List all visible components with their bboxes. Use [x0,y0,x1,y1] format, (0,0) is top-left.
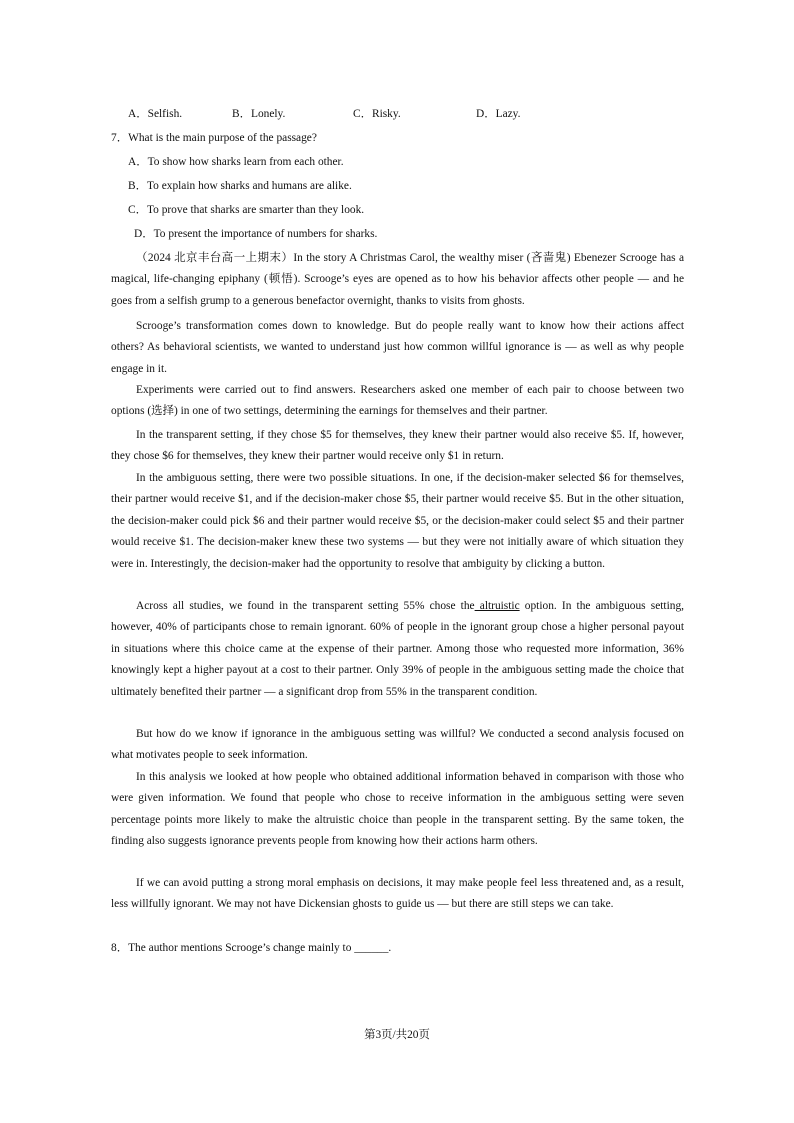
paragraph-6-text-start: Across all studies, we found in the transparent setting 55% chose the [136,600,475,612]
passage-paragraph-1: （2024 北京丰台高一上期末）In the story A Christmas Carol, the wealthy miser (吝啬鬼) Ebenezer Scrooge has a magical, life-changing epiphany (顿悟). Scrooge’s eyes are opened as to how his behavior affects other people — and he goes from a selfish grump to a generous benefactor overnight, thanks to visits from ghosts. [111,252,684,307]
option-a: A．Selfish. [128,108,183,120]
passage-paragraph-3: Experiments were carried out to find answers. Researchers asked one member of each pair to choose between two options (选择) in one of two settings, determining the earnings for themselves and their partner. [111,384,684,418]
question-7-option-c: C．To prove that sharks are smarter than they look. [128,204,365,216]
passage-paragraph-4: In the transparent setting, if they chose $5 for themselves, they knew their partner would also receive $5. If, however, they chose $6 for themselves, they knew their partner would receive only $1 in return. [111,429,684,463]
question-7-option-b: B．To explain how sharks and humans are alike. [128,180,352,192]
question-7: 7．What is the main purpose of the passage? [111,132,317,144]
underlined-word: altruistic [474,600,520,612]
passage-paragraph-7: But how do we know if ignorance in the ambiguous setting was willful? We conducted a second analysis focused on what motivates people to seek information. [111,728,684,762]
page-number-footer: 第3页/共20页 [364,1029,430,1041]
question-8: 8．The author mentions Scrooge’s change mainly to ______. [111,942,392,954]
question-7-option-a: A．To show how sharks learn from each other. [128,156,344,168]
passage-paragraph-5: In the ambiguous setting, there were two possible situations. In one, if the decision-maker selected $6 for themselves, their partner would receive $1, and if the decision-maker chose $5, their partner would receive $5. But in the other situation, the decision-maker could pick $6 and their partner would receive $5, or the decision-maker could select $5 and their partner would receive $1. The decision-maker knew these two systems — but they were not initially aware of which situation they were in. Interestingly, the decision-maker had the opportunity to resolve that ambiguity by clicking a button. [111,472,684,570]
paragraph-6-text-end: option. In the ambiguous setting, however, 40% of participants chose to remain ignorant. 60% of people in the ignorant group chose a higher personal payout in situations where this choice came at the expense of their partner. Among those who requested more information, 36% knowingly kept a higher payout at a cost to their partner. Only 39% of people in the ambiguous setting made the choice that ultimately benefited their partner — a significant drop from 55% in the transparent condition. [111,600,684,698]
option-c: C．Risky. [353,108,401,120]
passage-paragraph-9: If we can avoid putting a strong moral emphasis on decisions, it may make people feel less threatened and, as a result, less willfully ignorant. We may not have Dickensian ghosts to guide us — but there are still steps we can take. [111,877,684,911]
option-b: B．Lonely. [232,108,286,120]
passage-paragraph-2: Scrooge’s transformation comes down to knowledge. But do people really want to know how their actions affect others? As behavioral scientists, we wanted to understand just how common willful ignorance is — as well as why people engage in it. [111,320,684,375]
passage-paragraph-8: In this analysis we looked at how people who obtained additional information behaved in comparison with those who were given information. We found that people who chose to receive information in the ambiguous setting were seven percentage points more likely to make the altruistic choice than people in the transparent setting. By the same token, the finding also suggests ignorance prevents people from knowing how their actions harm others. [111,771,684,848]
option-d: D．Lazy. [476,108,521,120]
question-7-option-d: D．To present the importance of numbers for sharks. [134,228,378,240]
passage-paragraph-6 [111,596,684,703]
